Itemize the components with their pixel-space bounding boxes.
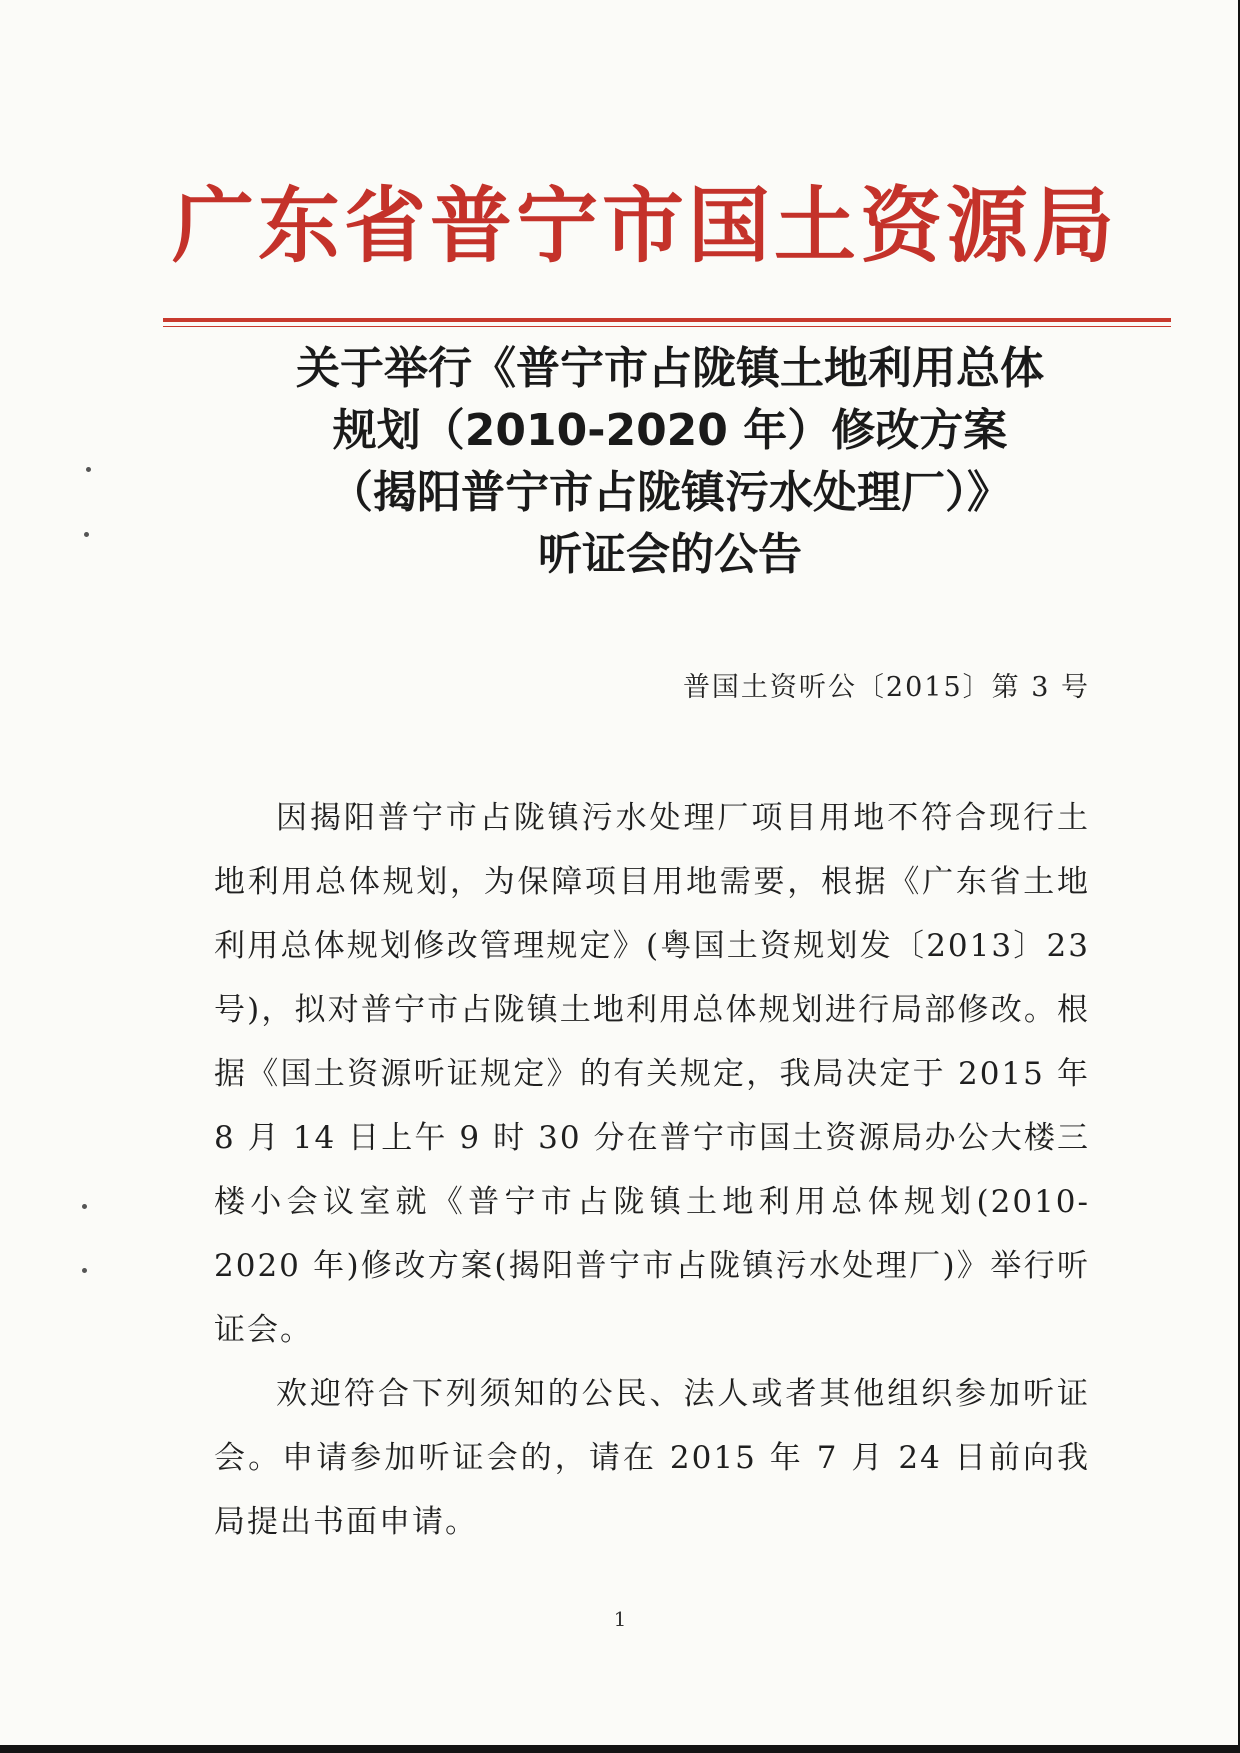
page-number: 1 [613, 1607, 627, 1631]
letterhead-red-rule [163, 318, 1171, 322]
binding-hole-mark [82, 1268, 87, 1273]
document-title-line: （揭阳普宁市占陇镇污水处理厂）》 [329, 467, 1011, 518]
document-title-line: 听证会的公告 [538, 529, 802, 580]
body-paragraph: 欢迎符合下列须知的公民、法人或者其他组织参加听证会。申请参加听证会的，请在 2015 年 7 月 24 日前向我局提出书面申请。 [214, 1376, 1090, 1540]
binding-hole-mark [84, 532, 89, 537]
binding-hole-mark [86, 467, 91, 472]
notice-body [214, 786, 1090, 1554]
binding-hole-mark [82, 1204, 87, 1209]
organization-letterhead: 广东省普宁市国土资源局 [171, 178, 1118, 274]
document-title-line: 规划（2010-2020 年）修改方案 [332, 405, 1008, 456]
document-title-line: 关于举行《普宁市占陇镇土地利用总体 [296, 343, 1044, 394]
body-paragraph: 因揭阳普宁市占陇镇污水处理厂项目用地不符合现行土地利用总体规划，为保障项目用地需要，根据《广东省土地利用总体规划修改管理规定》(粤国土资规划发〔2013〕23 号)，拟对普宁市占陇镇土地利用总体规划进行局部修改。根据《国土资源听证规定》的有关规定，我局决定于 2015 年 8 月 14 日上午 9 时 30 分在普宁市国土资源局办公大楼三楼小会议室就《普宁市占陇镇土地利用总体规划(2010-2020 年)修改方案(揭阳普宁市占陇镇污水处理厂)》举行听证会。 [214, 800, 1090, 1348]
document-title [160, 338, 1180, 586]
scan-edge [0, 1745, 1240, 1753]
document-number: 普国土资听公〔2015〕第 3 号 [682, 672, 1090, 703]
letterhead-red-rule-thin [163, 326, 1171, 327]
